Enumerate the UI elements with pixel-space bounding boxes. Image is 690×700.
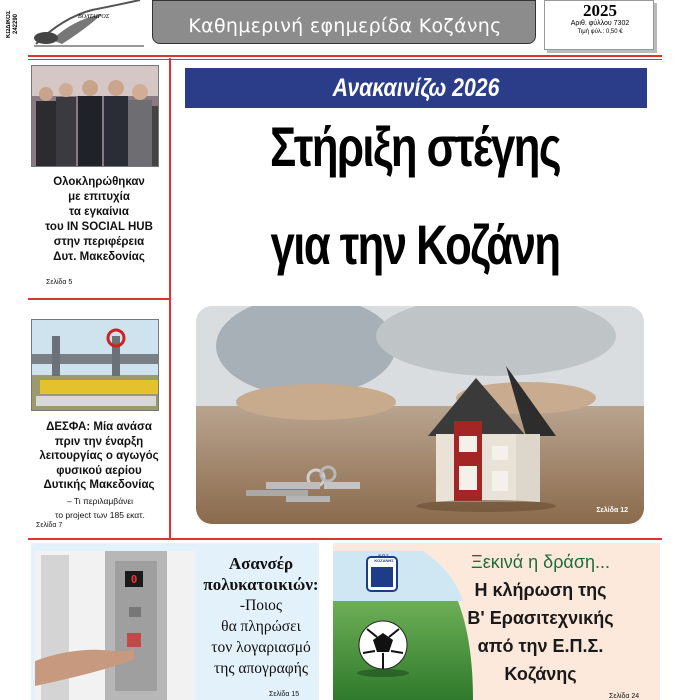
newspaper-subtitle: Καθημερινή εφημερίδα Κοζάνης [188,15,502,37]
headline-line: στην περιφέρεια [53,236,145,248]
football-headline-line: Κοζάνης [504,664,577,684]
football-headline-line: από την Ε.Π.Σ. [477,636,604,656]
elevator-floor-digit: 0 [130,573,138,586]
headline-line: με επιτυχία [68,191,130,203]
house-keys-photo-icon [196,306,644,524]
elevator-panel-photo-icon [35,551,195,700]
quill-logo-icon [32,0,147,48]
headline-line: του IN SOCIAL HUB [45,221,153,233]
issue-box [544,0,654,50]
elevator-body-line: τον λογαριασμό [211,639,311,656]
headline-line: φυσικού αερίου [56,464,142,477]
side-story-1-photo[interactable] [31,65,159,167]
logo-caption: ΒΟΛΤΑΙΡΟΣ [78,14,110,20]
football-lead: Ξεκινά η δράση... [471,552,610,572]
headline-line: λειτουργίας ο αγωγός [39,450,159,462]
elevator-body-line: της απογραφής [214,660,308,677]
football-headline-line: Η κλήρωση της [474,580,607,600]
main-kicker-banner [185,68,647,108]
ceremony-photo-icon [32,66,159,167]
side-story-2-title[interactable] [28,420,170,493]
side-story-1-page: Σελίδα 5 [46,279,73,286]
elevator-story-page: Σελίδα 15 [269,691,300,698]
elevator-story[interactable] [31,543,319,700]
epsk-badge: Ε.Π.Σ. ΚΟΖΑΝΗΣ [374,553,394,563]
main-story-photo[interactable] [196,306,644,524]
headline-line: πριν την έναρξη [54,435,144,448]
elevator-body-line: θα πληρώσει [221,618,301,635]
headline-line: Δυτ. Μακεδονίας [53,251,145,263]
headline-line: ΔΕΣΦΑ: Μία ανάσα [46,421,152,433]
main-headline-line1[interactable]: Στήριξη στέγης [269,115,560,178]
headline-line: Ολοκληρώθηκαν [53,176,145,188]
football-headline-line: Β' Ερασιτεχνικής [467,608,614,628]
elevator-title-line: Ασανσέρ [228,554,294,573]
divider [28,538,662,540]
side-story-1-title[interactable] [28,175,170,265]
main-headline-line2[interactable]: για την Κοζάνη [270,213,560,276]
divider [28,55,662,57]
side-story-2-photo[interactable] [31,319,159,411]
divider [28,59,662,60]
issue-price: Τιμή φύλ.: 0,50 € [577,29,623,35]
issue-number: Αριθ. φύλλου 7302 [570,20,630,27]
headline-line: τα εγκαίνια [69,206,129,218]
publication-code: ΚΩΔΙΚΟΣ 242290 [6,10,19,38]
divider [28,298,170,300]
elevator-title-line: πολυκατοικιών: [203,575,319,594]
football-headline [423,548,658,688]
subtitle-line: το project των 185 εκατ. [55,510,145,520]
main-kicker: Ανακαινίζω 2026 [332,74,500,102]
masthead-logo [0,0,150,48]
title-banner [152,0,536,44]
main-story-page: Σελίδα 12 [596,507,628,514]
side-story-2-subtitle [40,494,160,522]
gas-pipeline-photo-icon [32,320,159,411]
issue-year: 2025 [583,1,617,20]
football-story[interactable] [333,543,660,700]
headline-line: Δυτικής Μακεδονίας [43,479,155,491]
side-story-2-page: Σελίδα 7 [36,522,63,529]
elevator-headline [201,553,321,679]
elevator-body-line: -Ποιος [239,597,283,614]
subtitle-line: – Τι περιλαμβάνει [66,496,134,506]
football-story-page: Σελίδα 24 [609,693,640,700]
